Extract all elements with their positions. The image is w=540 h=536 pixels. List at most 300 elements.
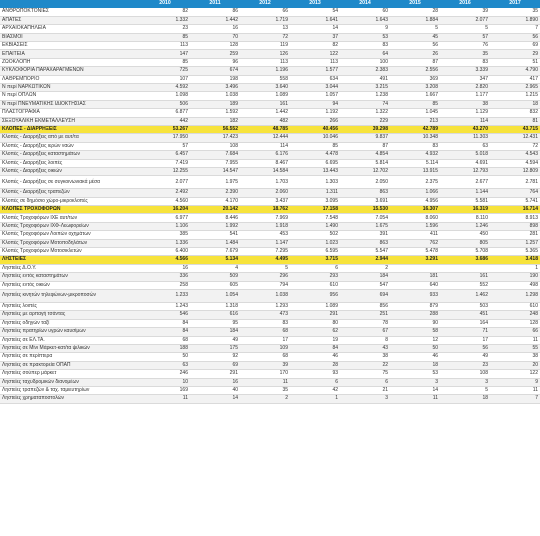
- value-cell: 16: [190, 378, 240, 386]
- value-cell: 1.089: [290, 303, 340, 311]
- table-row: [0, 353, 540, 361]
- row-label: ΕΠΑΙΤΕΙΑ: [0, 50, 140, 58]
- value-cell: 8.467: [240, 159, 290, 167]
- value-cell: 552: [440, 281, 490, 289]
- value-cell: 81: [490, 117, 540, 125]
- value-cell: 184: [190, 328, 240, 336]
- row-label: Ληστείες Δ.Ο.Υ.: [0, 264, 140, 272]
- value-cell: 2.077: [140, 176, 190, 189]
- header-year-2017: 2017: [490, 0, 540, 8]
- row-label: ΛΑΘΡΕΜΠΟΡΙΟ: [0, 75, 140, 83]
- value-cell: 84: [140, 328, 190, 336]
- value-cell: 182: [190, 117, 240, 125]
- value-cell: 62: [290, 328, 340, 336]
- table-row: [0, 134, 540, 142]
- value-cell: 2.390: [190, 189, 240, 197]
- value-cell: 5.478: [390, 248, 440, 256]
- table-row: [0, 75, 540, 83]
- table-row: [0, 159, 540, 167]
- header-year-2015: 2015: [390, 0, 440, 8]
- value-cell: 85: [140, 33, 190, 41]
- value-cell: 502: [290, 231, 340, 239]
- value-cell: 83: [340, 42, 390, 50]
- value-cell: 18: [490, 100, 540, 108]
- value-cell: 38: [490, 353, 540, 361]
- row-label: Κλοπές - Διαρρήξεις οικιών: [0, 167, 140, 175]
- value-cell: 8: [340, 336, 390, 344]
- table-row: [0, 117, 540, 125]
- value-cell: 610: [290, 281, 340, 289]
- value-cell: 605: [190, 281, 240, 289]
- value-cell: 42.789: [390, 125, 440, 133]
- value-cell: 498: [490, 281, 540, 289]
- value-cell: 7.419: [140, 159, 190, 167]
- table-row: [0, 248, 540, 256]
- value-cell: 66: [240, 8, 290, 16]
- value-cell: 12.793: [440, 167, 490, 175]
- value-cell: 3.215: [340, 84, 390, 92]
- table-row: [0, 197, 540, 205]
- value-cell: 92: [190, 353, 240, 361]
- value-cell: 1.336: [140, 239, 190, 247]
- value-cell: 3.640: [240, 84, 290, 92]
- value-cell: 17: [440, 336, 490, 344]
- value-cell: 1.192: [290, 109, 340, 117]
- value-cell: 1.311: [290, 189, 340, 197]
- value-cell: 69: [190, 361, 240, 369]
- value-cell: 63: [140, 361, 190, 369]
- value-cell: 259: [190, 50, 240, 58]
- value-cell: 16.714: [490, 206, 540, 214]
- value-cell: 248: [490, 311, 540, 319]
- value-cell: 2.820: [440, 84, 490, 92]
- value-cell: 49: [190, 336, 240, 344]
- value-cell: 83: [390, 142, 440, 150]
- value-cell: 1.592: [190, 109, 240, 117]
- value-cell: 616: [190, 311, 240, 319]
- row-label: Ληστείες πρατηρίων υγρών καυσίμων: [0, 328, 140, 336]
- value-cell: 10: [140, 378, 190, 386]
- value-cell: 6: [340, 378, 390, 386]
- row-label: Κλοπές - Διαρρήξεις ιερών ναών: [0, 142, 140, 150]
- value-cell: 122: [290, 50, 340, 58]
- value-cell: 5: [240, 264, 290, 272]
- value-cell: 18: [440, 395, 490, 403]
- value-cell: 1.303: [290, 176, 340, 189]
- value-cell: 16.204: [140, 206, 190, 214]
- value-cell: 58: [390, 328, 440, 336]
- header-year-2011: 2011: [190, 0, 240, 8]
- value-cell: 1.975: [190, 176, 240, 189]
- value-cell: 43: [340, 344, 390, 352]
- value-cell: 291: [290, 311, 340, 319]
- value-cell: 38: [440, 100, 490, 108]
- value-cell: 50: [390, 344, 440, 352]
- value-cell: 3.686: [440, 256, 490, 264]
- value-cell: 762: [390, 239, 440, 247]
- header-year-2014: 2014: [340, 0, 390, 8]
- row-label: Ληστείες οδηγών ταξί: [0, 319, 140, 327]
- row-label: Κλοπές Τροχοφόρων Μοτοσικλετών: [0, 248, 140, 256]
- value-cell: 26: [390, 50, 440, 58]
- value-cell: 2.383: [340, 67, 390, 75]
- value-cell: 56: [440, 344, 490, 352]
- value-cell: 933: [390, 290, 440, 303]
- value-cell: 4.932: [390, 151, 440, 159]
- value-cell: 863: [340, 189, 390, 197]
- value-cell: 5: [440, 25, 490, 33]
- value-cell: 82: [290, 42, 340, 50]
- value-cell: 17: [240, 336, 290, 344]
- value-cell: 85: [290, 142, 340, 150]
- value-cell: 3: [440, 378, 490, 386]
- value-cell: 2: [340, 264, 390, 272]
- value-cell: 37: [290, 33, 340, 41]
- table-row: [0, 151, 540, 159]
- value-cell: 68: [240, 353, 290, 361]
- value-cell: 491: [340, 75, 390, 83]
- row-label: Ληστείες εντός καταστημάτων: [0, 273, 140, 281]
- table-row: [0, 92, 540, 100]
- table-row: [0, 361, 540, 369]
- value-cell: 72: [240, 33, 290, 41]
- value-cell: 66: [490, 328, 540, 336]
- value-cell: 1.577: [290, 67, 340, 75]
- value-cell: 7.969: [240, 214, 290, 222]
- value-cell: 5.018: [440, 151, 490, 159]
- value-cell: 4.566: [140, 256, 190, 264]
- value-cell: 16.319: [440, 206, 490, 214]
- table-header-row: [0, 0, 540, 8]
- value-cell: 4.495: [240, 256, 290, 264]
- value-cell: 2.375: [390, 176, 440, 189]
- table-row: [0, 109, 540, 117]
- table-row: [0, 273, 540, 281]
- value-cell: 805: [440, 239, 490, 247]
- value-cell: 3.339: [440, 67, 490, 75]
- value-cell: 794: [240, 281, 290, 289]
- value-cell: 764: [490, 189, 540, 197]
- value-cell: 482: [240, 117, 290, 125]
- value-cell: 14: [390, 386, 440, 394]
- table-total-row: [0, 256, 540, 264]
- table-row: [0, 167, 540, 175]
- table-row: [0, 222, 540, 230]
- value-cell: 85: [390, 100, 440, 108]
- value-cell: 2.050: [340, 176, 390, 189]
- row-label: Ληστείες ταχυδρομικών διανομέων: [0, 378, 140, 386]
- value-cell: 8.446: [190, 214, 240, 222]
- value-cell: 113: [290, 58, 340, 66]
- value-cell: 3.691: [340, 197, 390, 205]
- value-cell: 1.442: [240, 109, 290, 117]
- value-cell: 10.046: [290, 134, 340, 142]
- table-row: [0, 344, 540, 352]
- value-cell: 20.142: [190, 206, 240, 214]
- value-cell: 11: [140, 395, 190, 403]
- value-cell: 78: [340, 319, 390, 327]
- value-cell: 14: [190, 395, 240, 403]
- value-cell: 6.457: [140, 151, 190, 159]
- value-cell: 83: [240, 319, 290, 327]
- value-cell: 40.456: [290, 125, 340, 133]
- value-cell: 68: [140, 336, 190, 344]
- value-cell: 67: [340, 328, 390, 336]
- table-total-row: [0, 125, 540, 133]
- value-cell: 229: [340, 117, 390, 125]
- row-label: Ληστείες χρηματαποστολών: [0, 395, 140, 403]
- value-cell: 6.176: [240, 151, 290, 159]
- value-cell: 8.913: [490, 214, 540, 222]
- row-label: Κλοπές - Διαρρήξεις λοιπές: [0, 159, 140, 167]
- value-cell: 126: [240, 50, 290, 58]
- value-cell: 12.255: [140, 167, 190, 175]
- row-label: ΑΝΘΡΩΠΟΚΤΟΝΙΕΣ: [0, 8, 140, 16]
- value-cell: 14.584: [240, 167, 290, 175]
- value-cell: 2.077: [440, 16, 490, 24]
- value-cell: 1.490: [290, 222, 340, 230]
- table-row: [0, 42, 540, 50]
- value-cell: 114: [440, 117, 490, 125]
- value-cell: 1.318: [190, 303, 240, 311]
- row-label: Κλοπές - Διαρρήξεις από με αυτ/τα: [0, 134, 140, 142]
- value-cell: 43.270: [440, 125, 490, 133]
- value-cell: 10.348: [390, 134, 440, 142]
- table-row: [0, 33, 540, 41]
- value-cell: 53: [390, 370, 440, 378]
- value-cell: 83: [440, 58, 490, 66]
- value-cell: 8.060: [390, 214, 440, 222]
- table-row: [0, 16, 540, 24]
- value-cell: 1.196: [240, 67, 290, 75]
- value-cell: 3.496: [190, 84, 240, 92]
- value-cell: 293: [290, 273, 340, 281]
- value-cell: 119: [240, 42, 290, 50]
- value-cell: 16: [140, 264, 190, 272]
- value-cell: 23: [140, 25, 190, 33]
- value-cell: 128: [490, 319, 540, 327]
- value-cell: 3.437: [240, 197, 290, 205]
- value-cell: 113: [140, 42, 190, 50]
- value-cell: 128: [190, 42, 240, 50]
- value-cell: 296: [240, 273, 290, 281]
- row-label: Κλοπές Τροχοφόρων ΙΧΕ αυτ/των: [0, 214, 140, 222]
- value-cell: 28: [390, 8, 440, 16]
- value-cell: 385: [140, 231, 190, 239]
- value-cell: 122: [490, 370, 540, 378]
- value-cell: 1.332: [140, 16, 190, 24]
- value-cell: 87: [390, 58, 440, 66]
- value-cell: 17.423: [190, 134, 240, 142]
- value-cell: 1.089: [240, 92, 290, 100]
- value-cell: 90: [390, 319, 440, 327]
- value-cell: 86: [190, 8, 240, 16]
- value-cell: 369: [390, 75, 440, 83]
- value-cell: 43.715: [490, 125, 540, 133]
- value-cell: 2.781: [490, 176, 540, 189]
- value-cell: 49: [440, 353, 490, 361]
- value-cell: 7.548: [290, 214, 340, 222]
- table-row: [0, 336, 540, 344]
- table-row: [0, 142, 540, 150]
- value-cell: 391: [340, 231, 390, 239]
- value-cell: 1.890: [490, 16, 540, 24]
- value-cell: 35: [490, 8, 540, 16]
- value-cell: 18: [390, 361, 440, 369]
- value-cell: 2.492: [140, 189, 190, 197]
- value-cell: 725: [140, 67, 190, 75]
- value-cell: 54: [290, 8, 340, 16]
- value-cell: 4.790: [490, 67, 540, 75]
- value-cell: 175: [190, 344, 240, 352]
- value-cell: 11.303: [440, 134, 490, 142]
- row-label: Ληστείες με αρπαγή τσάντας: [0, 311, 140, 319]
- value-cell: 541: [190, 231, 240, 239]
- value-cell: 5.365: [490, 248, 540, 256]
- value-cell: 4.956: [390, 197, 440, 205]
- value-cell: 29: [490, 50, 540, 58]
- value-cell: 69: [490, 42, 540, 50]
- value-cell: 63: [440, 142, 490, 150]
- value-cell: 1.719: [240, 16, 290, 24]
- row-label: Ν περί ΠΝΕΥΜΑΤΙΚΗΣ ΙΔΙΟΚΤΗΣΙΑΣ: [0, 100, 140, 108]
- value-cell: 184: [340, 273, 390, 281]
- value-cell: 1.243: [140, 303, 190, 311]
- value-cell: 39.298: [340, 125, 390, 133]
- value-cell: 56: [390, 42, 440, 50]
- value-cell: 1.144: [440, 189, 490, 197]
- row-label: ΚΛΟΠΕΣ ΤΡΟΧΟΦΟΡΩΝ: [0, 206, 140, 214]
- row-label: Κλοπές σε δημόσιο χώρο-μικροκλοπές: [0, 197, 140, 205]
- value-cell: 4.170: [190, 197, 240, 205]
- value-cell: 509: [190, 273, 240, 281]
- row-label: Ληστείες σε Μίνι Μάρκετ-κατ/τα ψιλικών: [0, 344, 140, 352]
- value-cell: 68: [240, 328, 290, 336]
- value-cell: 39: [240, 361, 290, 369]
- value-cell: 4.854: [340, 151, 390, 159]
- row-label: ΠΛΑΣΤΟΓΡΑΦΙΑ: [0, 109, 140, 117]
- value-cell: 40: [190, 386, 240, 394]
- value-cell: 610: [490, 303, 540, 311]
- row-label: Κλοπές - Διαρρήξεις καταστημάτων: [0, 151, 140, 159]
- value-cell: 85: [140, 58, 190, 66]
- table-row: [0, 50, 540, 58]
- value-cell: 189: [190, 100, 240, 108]
- value-cell: 3: [340, 395, 390, 403]
- value-cell: 75: [340, 370, 390, 378]
- value-cell: 5: [390, 25, 440, 33]
- value-cell: 64: [340, 50, 390, 58]
- value-cell: 1.177: [440, 92, 490, 100]
- value-cell: 11: [490, 386, 540, 394]
- value-cell: 5.814: [340, 159, 390, 167]
- value-cell: 11: [390, 395, 440, 403]
- row-label: Κλοπές Τροχοφόρων Μοτοποδηλάτων: [0, 239, 140, 247]
- value-cell: 18.762: [240, 206, 290, 214]
- row-label: Ν περί ΟΠΛΩΝ: [0, 92, 140, 100]
- table-row: [0, 189, 540, 197]
- value-cell: 634: [290, 75, 340, 83]
- value-cell: 1.098: [140, 92, 190, 100]
- table-total-row: [0, 206, 540, 214]
- value-cell: 4.560: [140, 197, 190, 205]
- value-cell: 35: [240, 386, 290, 394]
- value-cell: 4.543: [490, 151, 540, 159]
- value-cell: 1.066: [390, 189, 440, 197]
- header-label-cell: [0, 0, 140, 8]
- value-cell: 2.556: [390, 67, 440, 75]
- value-cell: 6: [290, 378, 340, 386]
- value-cell: 503: [440, 303, 490, 311]
- value-cell: 7.054: [340, 214, 390, 222]
- value-cell: 12.702: [340, 167, 390, 175]
- value-cell: 76: [440, 42, 490, 50]
- value-cell: 6: [290, 264, 340, 272]
- value-cell: 1.257: [490, 239, 540, 247]
- value-cell: 169: [140, 386, 190, 394]
- value-cell: 1.147: [240, 239, 290, 247]
- table-row: [0, 8, 540, 16]
- table-row: [0, 239, 540, 247]
- value-cell: 46: [390, 353, 440, 361]
- value-cell: 6.595: [290, 248, 340, 256]
- value-cell: 12.809: [490, 167, 540, 175]
- value-cell: 16: [190, 25, 240, 33]
- value-cell: 161: [240, 100, 290, 108]
- row-label: ΚΛΟΠΕΣ - ΔΙΑΡΡΗΞΕΙΣ: [0, 125, 140, 133]
- value-cell: 2.944: [340, 256, 390, 264]
- value-cell: 56: [490, 33, 540, 41]
- value-cell: 473: [240, 311, 290, 319]
- value-cell: [440, 264, 490, 272]
- value-cell: 5.547: [340, 248, 390, 256]
- value-cell: 107: [140, 75, 190, 83]
- value-cell: 1: [490, 264, 540, 272]
- value-cell: 7.684: [190, 151, 240, 159]
- value-cell: 3.418: [490, 256, 540, 264]
- value-cell: 7: [490, 395, 540, 403]
- value-cell: 15.530: [340, 206, 390, 214]
- value-cell: 2: [240, 395, 290, 403]
- value-cell: 53: [340, 33, 390, 41]
- value-cell: 16.307: [390, 206, 440, 214]
- value-cell: 11: [240, 378, 290, 386]
- value-cell: 12.431: [490, 134, 540, 142]
- row-label: ΣΕΞΟΥΑΛΙΚΗ ΕΚΜΕΤΑΛΛΕΥΣΗ: [0, 117, 140, 125]
- header-year-2016: 2016: [440, 0, 490, 8]
- value-cell: 291: [190, 370, 240, 378]
- value-cell: 14: [290, 25, 340, 33]
- value-cell: 1.246: [440, 222, 490, 230]
- table-row: [0, 311, 540, 319]
- value-cell: 108: [440, 370, 490, 378]
- value-cell: 450: [440, 231, 490, 239]
- table-row: [0, 214, 540, 222]
- value-cell: 3.208: [390, 84, 440, 92]
- value-cell: 13.443: [290, 167, 340, 175]
- value-cell: 1.293: [240, 303, 290, 311]
- value-cell: 4.594: [490, 159, 540, 167]
- value-cell: 547: [340, 281, 390, 289]
- value-cell: 19: [290, 336, 340, 344]
- value-cell: 1.215: [490, 92, 540, 100]
- value-cell: 7.295: [240, 248, 290, 256]
- value-cell: 5.741: [490, 197, 540, 205]
- value-cell: 108: [190, 142, 240, 150]
- row-label: Κλοπές - Διαρρήξεις σε συγκοινωνιακά μέσα: [0, 176, 140, 189]
- value-cell: 1.038: [240, 290, 290, 303]
- value-cell: 94: [290, 100, 340, 108]
